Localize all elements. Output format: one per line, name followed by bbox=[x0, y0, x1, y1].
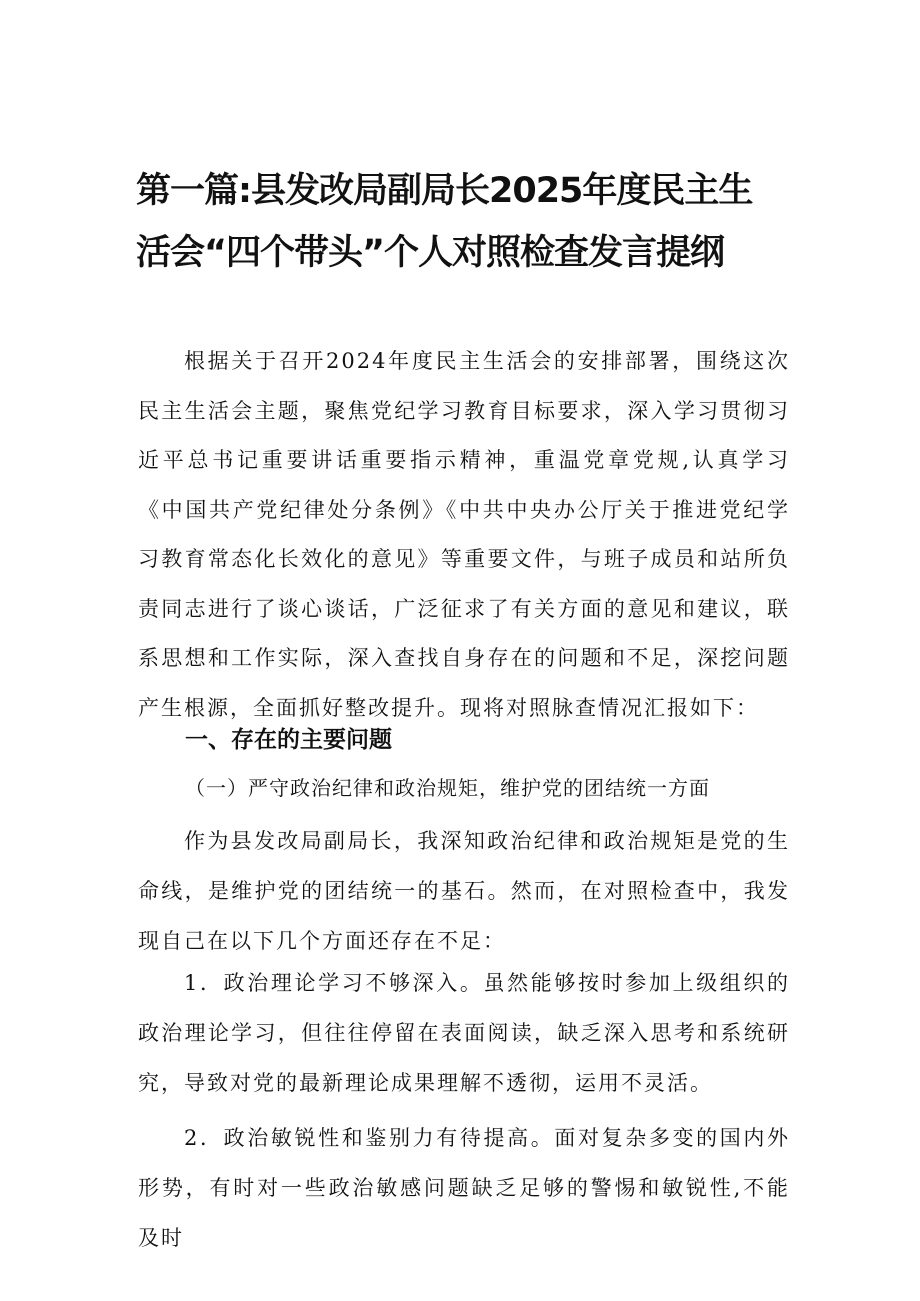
title-line-2: 活会“四个带头”个人对照检查发言提纲 bbox=[136, 233, 725, 273]
problem-item-2: 2．政治敏锐性和鉴别力有待提高。面对复杂多变的国内外形势，有时对一些政治敏感问题缺乏足够的警惕和敏锐性,不能及时 bbox=[138, 1126, 790, 1250]
subsection-heading: （一）严守政治纪律和政治规矩，维护党的团结统一方面 bbox=[185, 776, 710, 800]
subsection-paragraph: 作为县发改局副局长，我深知政治纪律和政治规矩是党的生命线，是维护党的团结统一的基石。然而，在对照检查中，我发现自己在以下几个方面还存在不足： bbox=[138, 829, 790, 953]
problem-item-1: 1．政治理论学习不够深入。虽然能够按时参加上级组织的政治理论学习，但往往停留在表面阅读，缺乏深入思考和系统研究，导致对党的最新理论成果理解不透彻，运用不灵活。 bbox=[138, 971, 790, 1095]
document-title bbox=[136, 160, 836, 284]
title-line-1: 第一篇:县发改局副局长2025年度民主生 bbox=[136, 171, 753, 211]
section-heading: 一、存在的主要问题 bbox=[185, 727, 392, 753]
intro-paragraph: 根据关于召开2024年度民主生活会的安排部署，围绕这次民主生活会主题，聚焦党纪学习教育目标要求，深入学习贯彻习近平总书记重要讲话重要指示精神，重温党章党规,认真学习《中国共产党纪律处分条例》《中共中央办公厅关于推进党纪学习教育常态化长效化的意见》等重要文件，与班子成员和站所负责同志进行了谈心谈话，广泛征求了有关方面的意见和建议，联系思想和工作实际，深入查找自身存在的问题和不足，深挖问题产生根源，全面抓好整改提升。现将对照脉查情况汇报如下： bbox=[138, 349, 790, 720]
